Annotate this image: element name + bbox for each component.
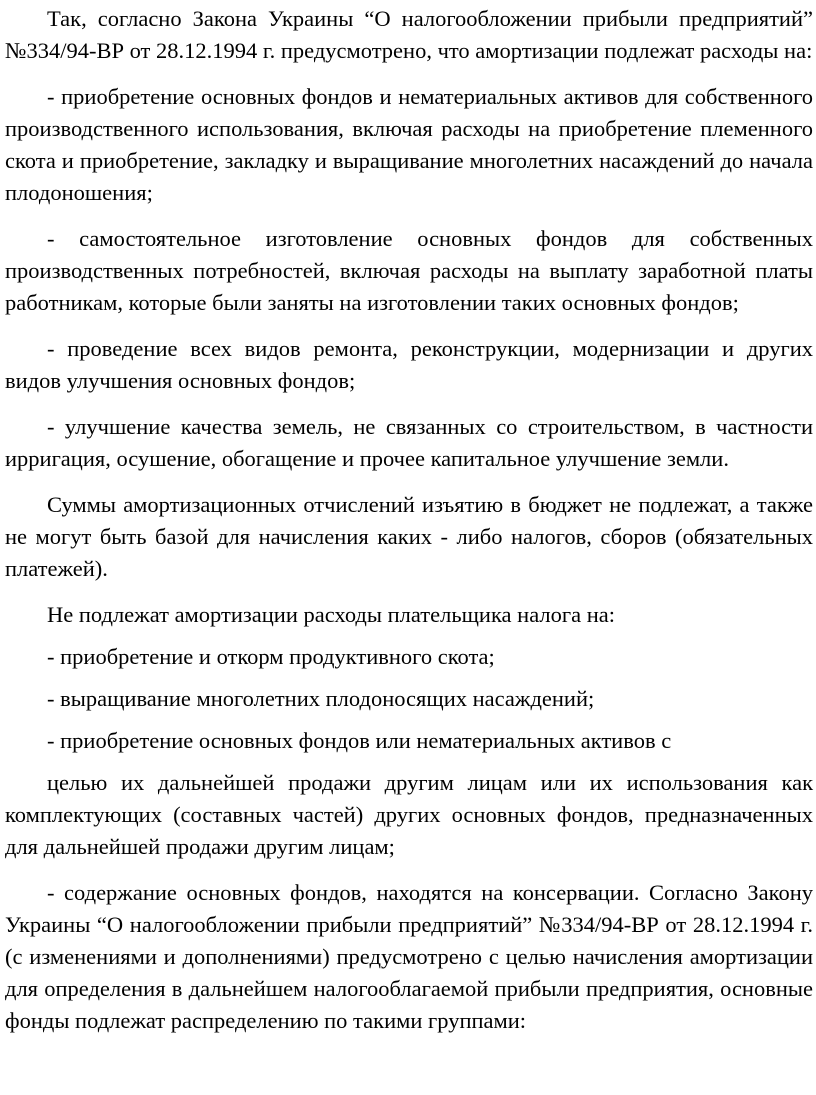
paragraph-conservation-and-groups: - содержание основных фондов, находятся на консервации. Согласно Закону Украины “О налогообложении прибыли предприятий” №334/94-ВР от 28.12.1994 г. (с изменениями и дополнениями) предусмотрено с целью начисления амортизации для определения в дальнейшем налогооблагаемой прибыли предприятия, основные фонды подлежат распределению по такими группами: — [5, 880, 813, 1033]
paragraph-amortization-sums: Суммы амортизационных отчислений изъятию в бюджет не подлежат, а также не могут быть базой для начисления каких - либо налогов, сборов (обязательных платежей). — [5, 492, 813, 581]
paragraph-item-plantations: - выращивание многолетних плодоносящих насаждений; — [47, 686, 595, 711]
paragraph-item-fixed-assets-resale: - приобретение основных фондов или нематериальных активов с — [47, 728, 672, 753]
paragraph-item-self-manufacture: - самостоятельное изготовление основных фондов для собственных производственных потребностей, включая расходы на выплату заработной платы работникам, которые были заняты на изготовлении таких основных фондов; — [5, 226, 813, 315]
paragraph-item-repair: - проведение всех видов ремонта, реконструкции, модернизации и других видов улучшения основных фондов; — [5, 336, 813, 393]
paragraph-item-land-improvement: - улучшение качества земель, не связанных со строительством, в частности ирригация, осушение, обогащение и прочее капитальное улучшение земли. — [5, 414, 813, 471]
paragraph-item-resale-continuation: целью их дальнейшей продажи другим лицам или их использования как комплектующих (составных частей) других основных фондов, предназначенных для дальнейшей продажи другим лицам; — [5, 770, 813, 859]
paragraph-item-livestock: - приобретение и откорм продуктивного скота; — [47, 644, 495, 669]
paragraph-intro: Так, согласно Закона Украины “О налогообложении прибыли предприятий” №334/94-ВР от 28.12.1994 г. предусмотрено, что амортизации подлежат расходы на: — [5, 6, 813, 63]
paragraph-not-subject-heading: Не подлежат амортизации расходы плательщика налога на: — [47, 602, 615, 627]
paragraph-item-acquisition: - приобретение основных фондов и нематериальных активов для собственного производственного использования, включая расходы на приобретение племенного скота и приобретение, закладку и выращивание многолетних насаждений до начала плодоношения; — [5, 84, 813, 205]
